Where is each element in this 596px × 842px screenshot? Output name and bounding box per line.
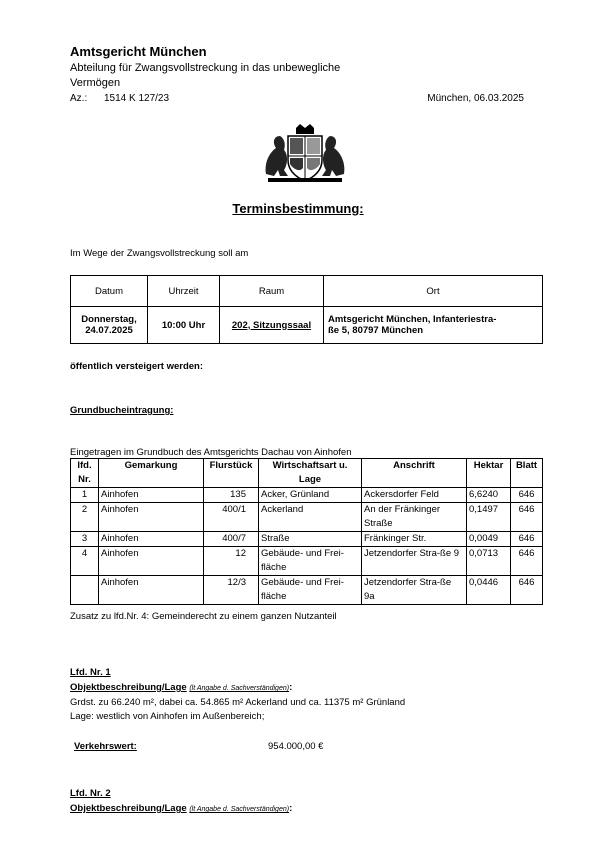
termin-table xyxy=(70,275,543,344)
cell-flurstueck: 12/3 xyxy=(204,576,259,605)
termin-place xyxy=(324,307,543,344)
cell-anschrift: Jetzendorfer Stra-ße 9a xyxy=(362,576,467,605)
cell-blatt: 646 xyxy=(511,576,543,605)
termin-row xyxy=(71,307,543,344)
col-lfd-nr-line1: lfd. xyxy=(77,460,92,471)
lfd2-title: Lfd. Nr. 2 xyxy=(70,788,111,799)
document-title: Terminsbestimmung: xyxy=(232,201,364,216)
termin-date-line1: Donnerstag, xyxy=(81,314,137,325)
col-blatt: Blatt xyxy=(511,459,543,488)
cell-anschrift: An der Fränkinger Straße xyxy=(362,503,467,532)
cell-gemarkung: Ainhofen xyxy=(99,532,204,547)
cell-flurstueck: 400/1 xyxy=(204,503,259,532)
termin-header-row xyxy=(71,276,543,307)
table-row xyxy=(71,547,543,576)
cell-blatt: 646 xyxy=(511,503,543,532)
cell-flurstueck: 12 xyxy=(204,547,259,576)
cell-hektar: 0,0713 xyxy=(467,547,511,576)
cell-blatt: 646 xyxy=(511,488,543,503)
lfd1-title: Lfd. Nr. 1 xyxy=(70,667,111,678)
cell-wirtschaftsart: Straße xyxy=(259,532,362,547)
grundbuch-title: Grundbucheintragung: xyxy=(70,405,174,416)
termin-time: 10:00 Uhr xyxy=(148,307,220,344)
termin-header-place: Ort xyxy=(324,276,543,307)
case-number: 1514 K 127/23 xyxy=(104,93,170,104)
cell-nr: 3 xyxy=(71,532,99,547)
cell-hektar: 0,0446 xyxy=(467,576,511,605)
bavarian-coat-of-arms-icon xyxy=(262,124,348,184)
col-wirtschaftsart-line2: Lage xyxy=(298,474,322,485)
cell-wirtschaftsart: Gebäude- und Frei-fläche xyxy=(259,547,362,576)
grundbuch-note: Zusatz zu lfd.Nr. 4: Gemeinderecht zu einem ganzen Nutzanteil xyxy=(70,611,337,622)
col-gemarkung: Gemarkung xyxy=(99,459,204,488)
cell-anschrift: Jetzendorfer Stra-ße 9 xyxy=(362,547,467,576)
cell-blatt: 646 xyxy=(511,547,543,576)
cell-nr: 1 xyxy=(71,488,99,503)
case-number-label: Az.: xyxy=(70,93,88,104)
col-flurstueck: Flurstück xyxy=(204,459,259,488)
place-date: München, 06.03.2025 xyxy=(427,93,524,104)
cell-nr: 4 xyxy=(71,547,99,576)
cell-gemarkung: Ainhofen xyxy=(99,547,204,576)
cell-blatt: 646 xyxy=(511,532,543,547)
grundbuch-header-row xyxy=(71,459,543,488)
cell-wirtschaftsart: Gebäude- und Frei-fläche xyxy=(259,576,362,605)
cell-flurstueck: 400/7 xyxy=(204,532,259,547)
lfd1-obj-colon: : xyxy=(289,682,293,693)
termin-place-line1: Amtsgericht München, Infanteriestra- xyxy=(328,314,497,325)
lfd1-description-line2: Lage: westlich von Ainhofen im Außenbereich; xyxy=(70,711,265,722)
termin-date xyxy=(71,307,148,344)
cell-wirtschaftsart: Ackerland xyxy=(259,503,362,532)
termin-header-room: Raum xyxy=(220,276,324,307)
cell-nr xyxy=(71,576,99,605)
col-lfd-nr xyxy=(71,459,99,488)
cell-gemarkung: Ainhofen xyxy=(99,503,204,532)
intro-text: Im Wege der Zwangsvollstreckung soll am xyxy=(70,248,249,259)
lfd2-obj-source: (lt Angabe d. Sachverständigen) xyxy=(189,806,290,813)
lfd1-obj-source: (lt Angabe d. Sachverständigen) xyxy=(189,685,290,692)
col-wirtschaftsart-line1: Wirtschaftsart u. xyxy=(272,460,348,471)
cell-hektar: 6,6240 xyxy=(467,488,511,503)
grundbuch-intro: Eingetragen im Grundbuch des Amtsgerichts Dachau von Ainhofen xyxy=(70,447,352,458)
lfd1-description-line1: Grdst. zu 66.240 m², dabei ca. 54.865 m² Ackerland und ca. 11375 m² Grünland xyxy=(70,697,406,708)
termin-header-date: Datum xyxy=(71,276,148,307)
col-wirtschaftsart xyxy=(259,459,362,488)
table-row xyxy=(71,576,543,605)
termin-room: 202, Sitzungssaal xyxy=(220,307,324,344)
termin-place-line2: ße 5, 80797 München xyxy=(328,325,424,336)
col-anschrift: Anschrift xyxy=(362,459,467,488)
lfd1-objektbeschreibung xyxy=(70,682,292,693)
lfd1-verkehrswert-label: Verkehrswert: xyxy=(74,741,137,752)
grundbuch-table xyxy=(70,458,543,605)
lfd1-obj-label: Objektbeschreibung/Lage xyxy=(70,682,187,693)
cell-anschrift: Fränkinger Str. xyxy=(362,532,467,547)
cell-anschrift: Ackersdorfer Feld xyxy=(362,488,467,503)
table-row xyxy=(71,488,543,503)
lfd2-obj-label: Objektbeschreibung/Lage xyxy=(70,803,187,814)
table-row xyxy=(71,532,543,547)
auction-text: öffentlich versteigert werden: xyxy=(70,361,204,372)
cell-nr: 2 xyxy=(71,503,99,532)
termin-header-time: Uhrzeit xyxy=(148,276,220,307)
col-lfd-nr-line2: Nr. xyxy=(78,474,91,485)
cell-hektar: 0,0049 xyxy=(467,532,511,547)
lfd2-obj-colon: : xyxy=(289,803,293,814)
court-name: Amtsgericht München xyxy=(70,44,207,59)
termin-date-line2: 24.07.2025 xyxy=(85,325,133,336)
lfd1-verkehrswert-value: 954.000,00 € xyxy=(268,741,324,752)
col-hektar: Hektar xyxy=(467,459,511,488)
cell-gemarkung: Ainhofen xyxy=(99,488,204,503)
lfd2-objektbeschreibung xyxy=(70,803,292,814)
cell-gemarkung: Ainhofen xyxy=(99,576,204,605)
cell-flurstueck: 135 xyxy=(204,488,259,503)
table-row xyxy=(71,503,543,532)
court-department: Abteilung für Zwangsvollstreckung in das unbewegliche Vermögen xyxy=(70,62,341,89)
cell-hektar: 0,1497 xyxy=(467,503,511,532)
cell-wirtschaftsart: Acker, Grünland xyxy=(259,488,362,503)
